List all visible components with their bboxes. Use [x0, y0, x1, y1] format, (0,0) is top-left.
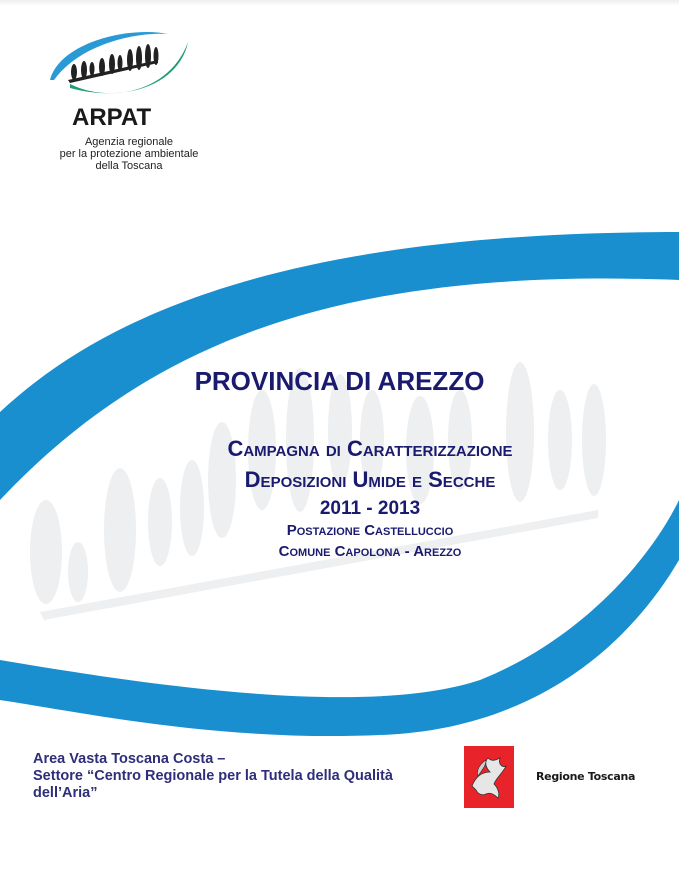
arpat-name: ARPAT — [72, 104, 152, 131]
station-name: Postazione Castelluccio — [286, 522, 454, 539]
arpat-emblem-icon — [40, 22, 200, 102]
campaign-title-line1: Campagna di Caratterizzazione — [227, 436, 513, 461]
footer-organization — [33, 751, 453, 802]
footer-line: Settore “Centro Regionale per la Tutela della Qualità — [33, 768, 393, 784]
regione-flag — [464, 746, 514, 808]
arpat-subtitle-line: Agenzia regionale — [84, 136, 174, 148]
arpat-subtitle-line: per la protezione ambientale — [59, 148, 199, 160]
pegasus-icon — [464, 746, 514, 808]
years-range: 2011 - 2013 — [319, 498, 421, 519]
footer-line: Area Vasta Toscana Costa – — [33, 751, 226, 767]
arpat-subtitle — [30, 136, 228, 172]
campaign-title-line2: Deposizioni Umide e Secche — [244, 467, 496, 492]
regione-toscana-logo — [464, 746, 664, 808]
regione-label: Regione Toscana — [536, 770, 636, 783]
arpat-logo — [30, 22, 200, 182]
province-title: PROVINCIA DI AREZZO — [194, 366, 485, 396]
footer-line: dell’Aria” — [33, 785, 98, 801]
arpat-subtitle-line: della Toscana — [95, 160, 163, 172]
comune-name: Comune Capolona - Arezzo — [278, 543, 462, 560]
